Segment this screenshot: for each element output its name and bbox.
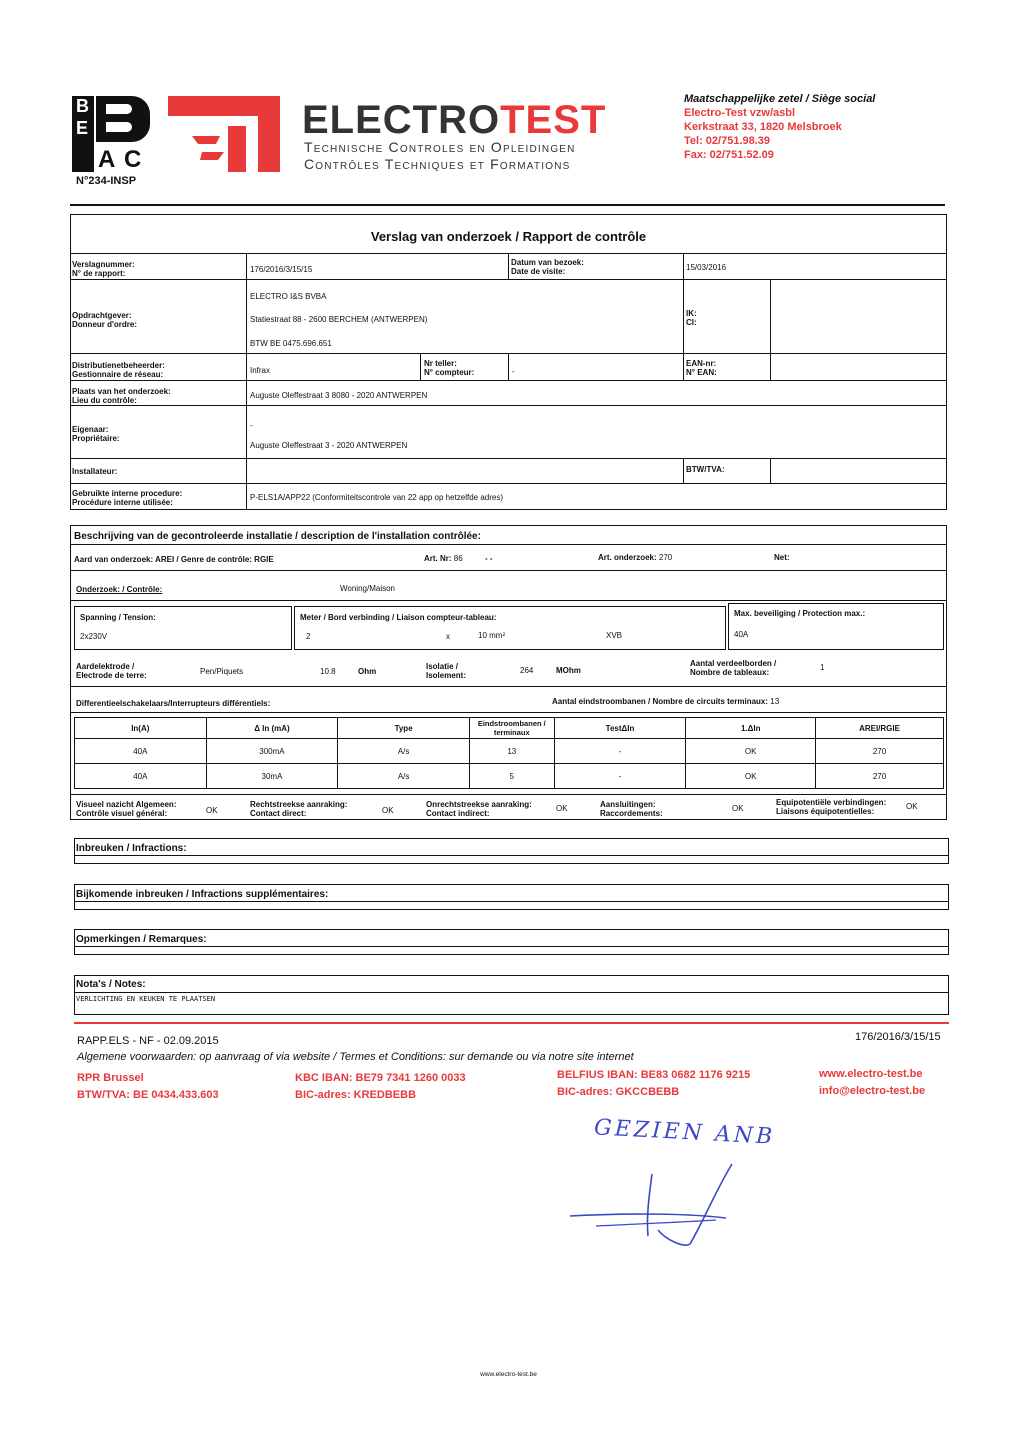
- footer-website[interactable]: www.electro-test.be: [819, 1068, 923, 1080]
- seat-title: Maatschappelijke zetel / Siège social: [684, 93, 876, 105]
- meter-no-label: [424, 359, 474, 377]
- insulation-unit: MOhm: [556, 666, 581, 675]
- belac-letter-a: A: [98, 146, 116, 173]
- rcd-cell: -: [554, 764, 686, 789]
- handwritten-note: GEZIEN ANB: [593, 1115, 776, 1150]
- footer-belfius-iban: BELFIUS IBAN: BE83 0682 1176 9215: [557, 1069, 751, 1081]
- place-label-fr: Lieu du contrôle:: [72, 396, 137, 405]
- meter-conn-type: XVB: [606, 631, 623, 640]
- exam-value: Woning/Maison: [340, 584, 395, 593]
- art-nr-extra: - -: [484, 554, 493, 563]
- brand-part-2: TEST: [500, 98, 607, 142]
- inspection-type: Aard van onderzoek: AREI / Genre de contrôle: RGIE: [74, 555, 274, 564]
- art-exam: [598, 553, 672, 562]
- dso-label: [72, 361, 165, 379]
- circuits: [552, 697, 779, 706]
- rcd-header-arei: AREI/RGIE: [816, 718, 944, 739]
- earth-label-nl: Aardelektrode /: [76, 662, 135, 671]
- rcd-header-circuits: Eindstroombanen / terminaux: [469, 718, 554, 739]
- ean-label-fr: N° EAN:: [686, 368, 717, 377]
- bottom-url[interactable]: www.electro-test.be: [480, 1371, 537, 1378]
- tagline-fr: Contrôles Techniques et Formations: [304, 156, 571, 172]
- rcd-title: Differentieelschakelaars/Interrupteurs différentiels:: [76, 699, 271, 708]
- art-exam-value: 270: [658, 553, 673, 562]
- meter-no-label-nl: Nr teller:: [424, 359, 457, 368]
- header-divider: [70, 204, 945, 206]
- visit-date-value: 15/03/2016: [686, 263, 727, 272]
- equipot-label-nl: Equipotentiële verbindingen:: [776, 798, 887, 807]
- footer-kbc-iban: KBC IBAN: BE79 7341 1260 0033: [295, 1072, 466, 1084]
- rcd-cell: 40A: [75, 764, 207, 789]
- meter-no-value: -: [512, 367, 515, 376]
- max-prot-value: 40A: [734, 630, 749, 639]
- footer-col-2: [295, 1070, 466, 1104]
- meter-conn-count: 2: [306, 632, 311, 641]
- rcd-cell: 5: [469, 764, 554, 789]
- meter-conn-x: x: [446, 632, 450, 641]
- earth-value: 10.8: [320, 667, 336, 676]
- rcd-cell: 40A: [75, 739, 207, 764]
- direct-label: [250, 800, 347, 818]
- procedure-label: [72, 489, 182, 507]
- visit-date-label-fr: Date de visite:: [511, 267, 566, 276]
- table-row: [75, 764, 944, 789]
- insulation-label: [426, 662, 466, 680]
- art-nr: [424, 554, 493, 563]
- tagline-nl: Technische Controles en Opleidingen: [304, 139, 576, 155]
- voltage-label: Spanning / Tension:: [80, 613, 156, 622]
- indirect-label-nl: Onrechtstreekse aanraking:: [426, 800, 532, 809]
- earth-label-fr: Electrode de terre:: [76, 671, 147, 680]
- belac-number: N°234-INSP: [76, 175, 137, 187]
- procedure-label-nl: Gebruikte interne procedure:: [72, 489, 183, 498]
- equipot-label-fr: Liaisons équipotentielles:: [776, 807, 875, 816]
- footer-kbc-bic: BIC-adres: KREDBEBB: [295, 1089, 417, 1101]
- rcd-cell: A/s: [338, 764, 470, 789]
- rcd-table: [74, 717, 944, 789]
- rcd-cell: 270: [816, 739, 944, 764]
- owner-label-nl: Eigenaar:: [72, 425, 109, 434]
- art-exam-label: Art. onderzoek:: [598, 553, 657, 562]
- infractions-box: [74, 838, 949, 864]
- footer-report-no: 176/2016/3/15/15: [855, 1031, 941, 1043]
- rcd-cell: A/s: [338, 739, 470, 764]
- earth-unit: Ohm: [358, 667, 377, 676]
- dso-label-fr: Gestionnaire de réseau:: [72, 370, 164, 379]
- indirect-label: [426, 800, 532, 818]
- direct-label-nl: Rechtstreekse aanraking:: [250, 800, 348, 809]
- exam-label: Onderzoek: / Contrôle:: [76, 585, 163, 594]
- connections-label-fr: Raccordements:: [600, 809, 663, 818]
- rcd-header-1din: 1.ΔIn: [686, 718, 816, 739]
- insulation-label-nl: Isolatie /: [426, 662, 459, 671]
- place-label: [72, 387, 171, 405]
- rcd-header-test: TestΔIn: [554, 718, 686, 739]
- registered-office: [684, 92, 875, 162]
- art-nr-label: Art. Nr:: [424, 554, 452, 563]
- equipot-label: [776, 798, 886, 816]
- earth-type: Pen/Piquets: [200, 667, 244, 676]
- rcd-cell: -: [554, 739, 686, 764]
- direct-label-fr: Contact direct:: [250, 809, 307, 818]
- owner-value: Auguste Oleffestraat 3 - 2020 ANTWERPEN: [250, 441, 408, 450]
- report-no-value: 176/2016/3/15/15: [250, 265, 313, 274]
- seat-name: Electro-Test vzw/asbl: [684, 107, 796, 119]
- rcd-cell: 30mA: [206, 764, 338, 789]
- client-name: ELECTRO I&S BVBA: [250, 292, 327, 301]
- owner-label: [72, 425, 120, 443]
- brand-name: [302, 98, 606, 142]
- indirect-value: OK: [556, 804, 568, 813]
- indirect-label-fr: Contact indirect:: [426, 809, 490, 818]
- rcd-header-type: Type: [338, 718, 470, 739]
- client-address: Statiestraat 88 - 2600 BERCHEM (ANTWERPEN): [250, 315, 428, 324]
- notes-value: VERLICHTING EN KEUKEN TE PLAATSEN: [76, 995, 216, 1003]
- form-ref: RAPP.ELS - NF - 02.09.2015: [77, 1035, 219, 1047]
- report-title: Verslag van onderzoek / Rapport de contrôle: [370, 229, 647, 244]
- boards-value: 1: [820, 663, 825, 672]
- footer-belfius-bic: BIC-adres: GKCCBEBB: [557, 1086, 680, 1098]
- footer-col-4: [819, 1066, 925, 1100]
- belac-logo: [72, 96, 152, 172]
- footer-col-3: [557, 1067, 750, 1101]
- report-no-label-nl: Verslagnummer:: [72, 260, 135, 269]
- signature: [566, 1160, 746, 1252]
- visit-date-label: [511, 258, 584, 276]
- infractions-label: Inbreuken / Infractions:: [76, 843, 187, 854]
- ean-label: [686, 359, 717, 377]
- visual-label-nl: Visueel nazicht Algemeen:: [76, 800, 177, 809]
- report-no-label-fr: N° de rapport:: [72, 269, 126, 278]
- footer-rpr: RPR Brussel: [77, 1072, 144, 1084]
- connections-value: OK: [732, 804, 744, 813]
- belac-letter-e: E: [76, 118, 89, 138]
- circuits-label: Aantal eindstroombanen / Nombre de circuits terminaux:: [552, 697, 769, 706]
- rcd-header-row: [75, 718, 944, 739]
- dso-label-nl: Distributienetbeheerder:: [72, 361, 165, 370]
- meter-conn-section: 10 mm²: [478, 631, 506, 640]
- procedure-label-fr: Procédure interne utilisée:: [72, 498, 173, 507]
- client-label-fr: Donneur d'ordre:: [72, 320, 138, 329]
- voltage-value: 2x230V: [80, 632, 108, 641]
- direct-value: OK: [382, 806, 394, 815]
- electrotest-logo-icon: [168, 96, 280, 172]
- belac-letter-c: C: [124, 146, 142, 173]
- ik-label: IK:: [686, 309, 697, 318]
- rcd-header-in: In(A): [75, 718, 207, 739]
- ean-label-nl: EAN-nr:: [686, 359, 717, 368]
- earth-label: [76, 662, 147, 680]
- visual-label-fr: Contrôle visuel général:: [76, 809, 168, 818]
- place-label-nl: Plaats van het onderzoek:: [72, 387, 171, 396]
- procedure-value: P-ELS1A/APP22 (Conformiteitscontrole van 22 app op hetzelfde adres): [250, 493, 504, 502]
- boards-label-nl: Aantal verdeelborden /: [690, 659, 777, 668]
- belac-letter-b: B: [76, 96, 89, 116]
- visual-label: [76, 800, 176, 818]
- owner-dash: -: [250, 421, 253, 430]
- footer-vat: BTW/TVA: BE 0434.433.603: [77, 1089, 219, 1101]
- installation-title: Beschrijving van de gecontroleerde installatie / description de l'installation contrôlée:: [74, 531, 481, 542]
- rcd-cell: 13: [469, 739, 554, 764]
- footer-col-1: [77, 1070, 219, 1104]
- boards-label-fr: Nombre de tableaux:: [690, 668, 770, 677]
- vat-label: BTW/TVA:: [686, 465, 725, 474]
- dso-value: Infrax: [250, 366, 271, 375]
- remarks-label: Opmerkingen / Remarques:: [76, 934, 207, 945]
- footer-email[interactable]: info@electro-test.be: [819, 1085, 926, 1097]
- circuits-value: 13: [770, 697, 780, 706]
- ci-label: CI:: [686, 318, 697, 327]
- belac-letter-l: L: [74, 146, 89, 173]
- owner-label-fr: Propriétaire:: [72, 434, 120, 443]
- notes-label: Nota's / Notes:: [76, 979, 146, 990]
- rcd-cell: 300mA: [206, 739, 338, 764]
- client-label: [72, 311, 137, 329]
- ik-ci-label: [686, 309, 697, 327]
- seat-tel: Tel: 02/751.98.39: [684, 135, 771, 147]
- rcd-cell: OK: [686, 739, 816, 764]
- insulation-value: 264: [520, 666, 534, 675]
- visit-date-label-nl: Datum van bezoek:: [511, 258, 584, 267]
- footer-divider: [74, 1022, 949, 1024]
- connections-label-nl: Aansluitingen:: [600, 800, 656, 809]
- report-no-label: [72, 260, 135, 278]
- max-prot-label: Max. beveiliging / Protection max.:: [734, 609, 866, 618]
- rcd-cell: 270: [816, 764, 944, 789]
- boards-label: [690, 659, 776, 677]
- extra-infractions-label: Bijkomende inbreuken / Infractions supplémentaires:: [76, 889, 329, 900]
- brand-part-1: ELECTRO: [302, 98, 501, 142]
- art-nr-value: 86: [453, 554, 463, 563]
- rcd-header-delta: Δ In (mA): [206, 718, 338, 739]
- insulation-label-fr: Isolement:: [426, 671, 467, 680]
- table-row: [75, 739, 944, 764]
- client-label-nl: Opdrachtgever:: [72, 311, 132, 320]
- net-label: Net:: [774, 553, 790, 562]
- installer-label: Installateur:: [72, 467, 118, 476]
- conditions: Algemene voorwaarden: op aanvraag of via website / Termes et Conditions: sur demande ou via notre site internet: [77, 1051, 634, 1063]
- client-vat: BTW BE 0475.696.651: [250, 339, 332, 348]
- visual-value: OK: [206, 806, 218, 815]
- connections-label: [600, 800, 663, 818]
- equipot-value: OK: [906, 802, 918, 811]
- meter-no-label-fr: N° compteur:: [424, 368, 475, 377]
- seat-fax: Fax: 02/751.52.09: [684, 149, 774, 161]
- meter-conn-label: Meter / Bord verbinding / Liaison compteur-tableau:: [300, 613, 497, 622]
- seat-address: Kerkstraat 33, 1820 Melsbroek: [684, 121, 842, 133]
- rcd-cell: OK: [686, 764, 816, 789]
- place-value: Auguste Oleffestraat 3 8080 - 2020 ANTWERPEN: [250, 391, 428, 400]
